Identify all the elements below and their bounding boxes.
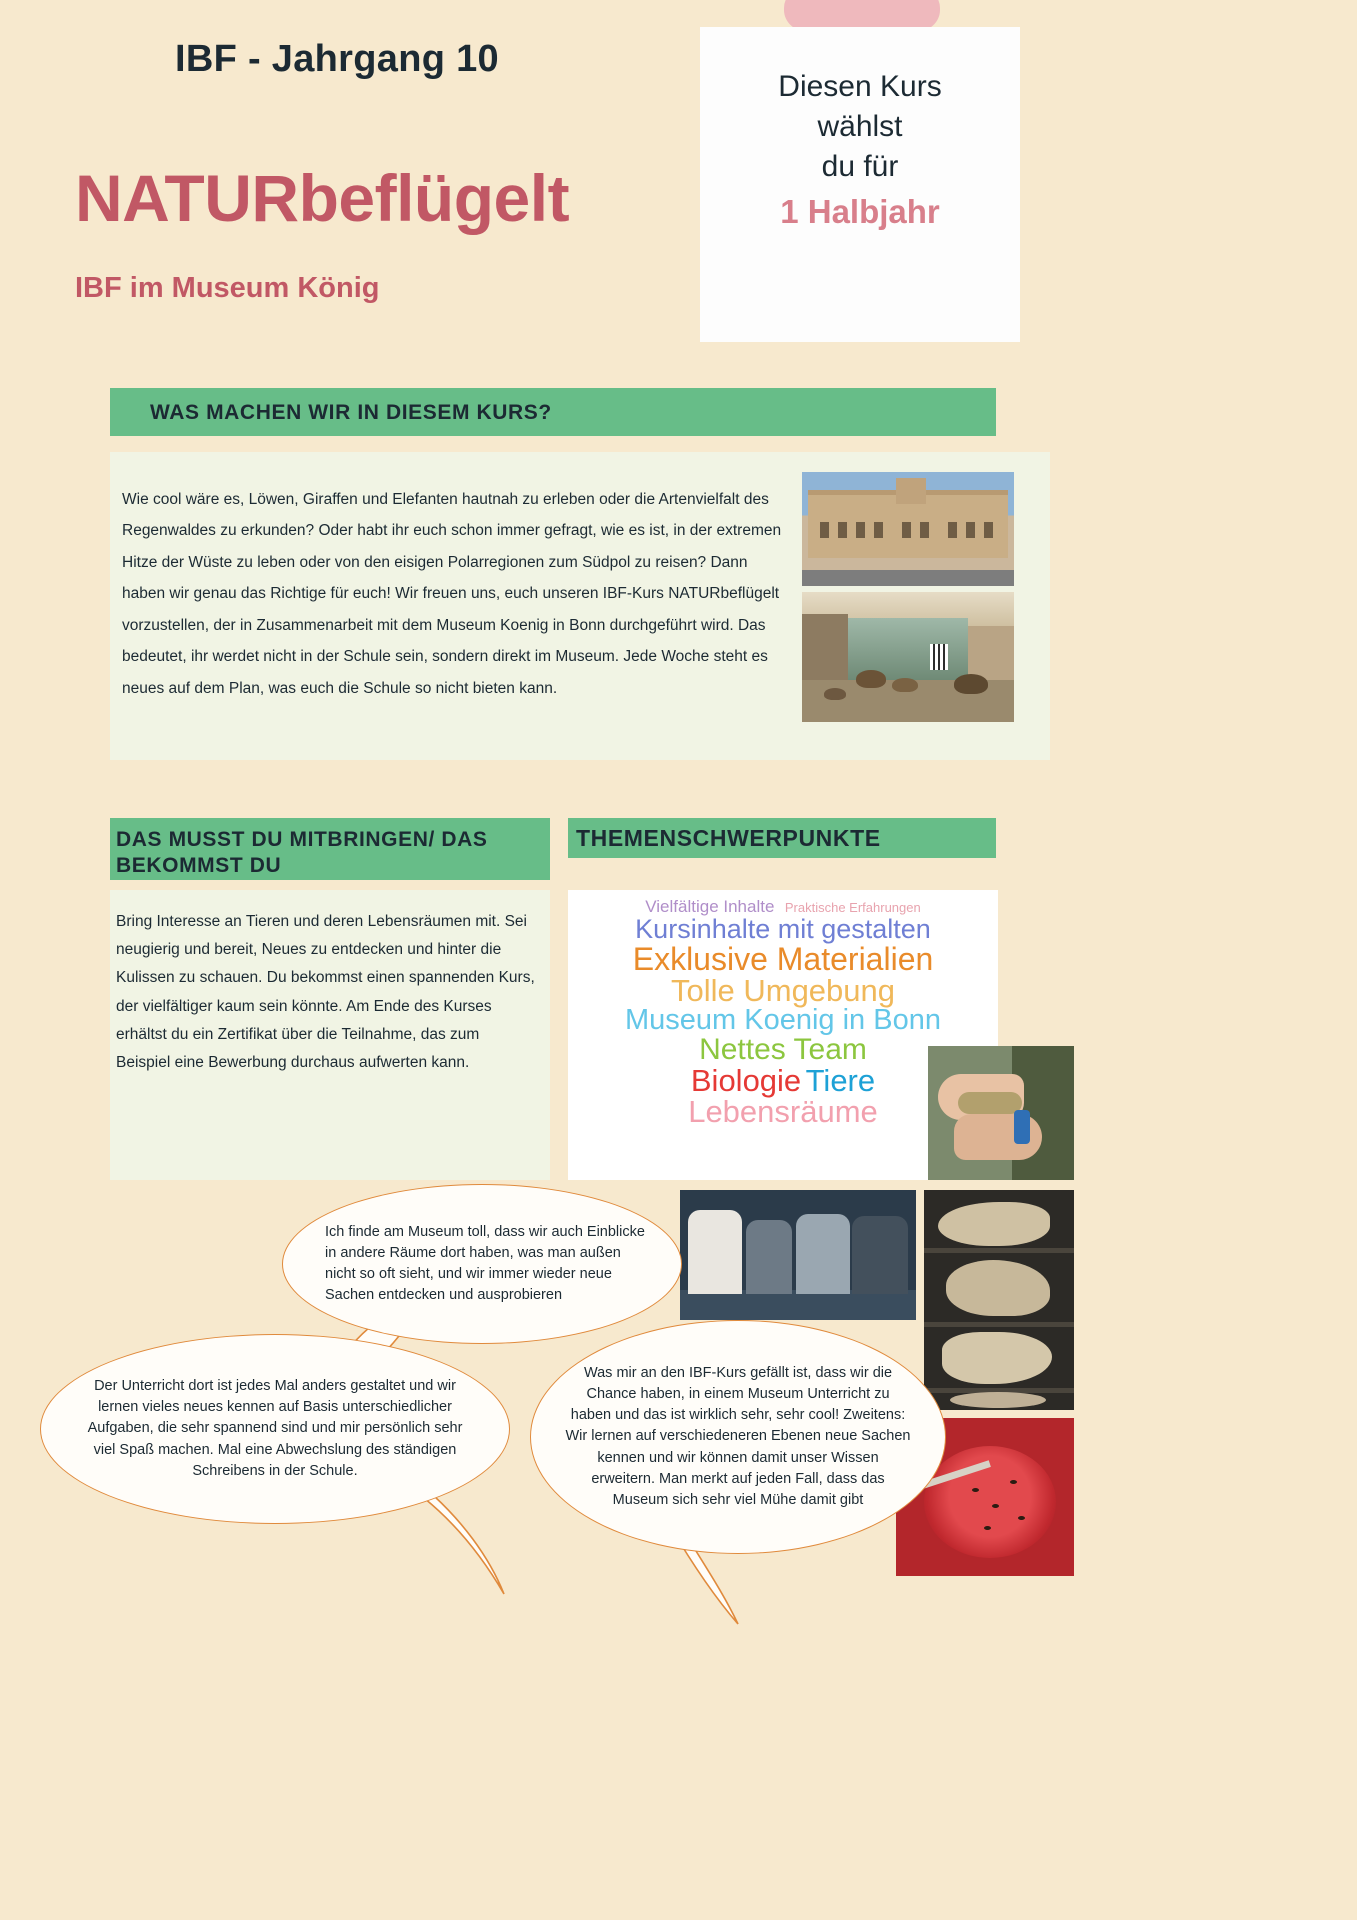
page-kicker: IBF - Jahrgang 10 (175, 38, 499, 80)
section-header-bring: DAS MUSST DU MITBRINGEN/ DAS BEKOMMST DU (110, 818, 550, 880)
duration-line-3: du für (821, 149, 899, 183)
duration-line-2: wählst (817, 109, 903, 143)
page-title: NATURbeflügelt (75, 161, 570, 235)
word-cloud-term-4: Exklusive Materialien (632, 941, 934, 977)
word-cloud-term-6: Museum Koenig in Bonn (625, 1004, 941, 1036)
section-header-what: WAS MACHEN WIR IN DIESEM KURS? (110, 388, 996, 436)
word-cloud-term-5: Tolle Umgebung (670, 973, 896, 1008)
student-quote-text-3: Was mir an den IBF-Kurs gefällt ist, dass wir die Chance haben, in einem Museum Unterricht zu haben und das ist wirklich sehr, sehr cool! Zweitens: Wir lernen auf verschiedeneren Ebenen neue Sachen kennen und wir können damit unser Wissen erweitern. Man merkt auf jeden Fall, dass das Museum sich sehr viel Mühe damit gibt (565, 1364, 911, 1508)
duration-highlight: 1 Halbjahr (780, 192, 940, 230)
word-cloud-term-10: Lebensräume (688, 1094, 878, 1129)
photo-hands-holding-lizard (928, 1046, 1074, 1180)
duration-line-1: Diesen Kurs (778, 70, 942, 103)
section-what-paragraph: Wie cool wäre es, Löwen, Giraffen und Elefanten hautnah zu erleben oder die Artenvielfalt des Regenwaldes zu erkunden? Oder habt ihr euch schon immer gefragt, wie es ist, in der extremen Hitze der Wüste zu leben oder von den eisigen Polarregionen zum Südpol zu reisen? Dann haben wir genau das Richtige für euch! Wir freuen uns, euch unseren IBF-Kurs NATURbeflügelt vorzustellen, der in Zusammenarbeit mit dem Museum Koenig in Bonn durchgeführt wird. Das bedeutet, ihr werdet nicht in der Schule sein, sondern direkt im Museum. Jede Woche steht es neues auf dem Plan, was euch die Schule so nicht bieten kann. (122, 491, 782, 697)
photo-museum-diorama-hall (802, 592, 1014, 722)
word-cloud-term-1: Vielfältige Inhalte (645, 897, 775, 916)
page-subtitle: IBF im Museum König (75, 272, 380, 304)
speech-bubble-tail-2 (420, 1490, 530, 1600)
student-quote-bubble-3 (530, 1320, 946, 1554)
word-cloud-term-9: Tiere (805, 1063, 876, 1098)
photo-bone-collection-shelves (924, 1190, 1074, 1410)
section-bring-paragraph: Bring Interesse an Tieren und deren Lebensräumen mit. Sei neugierig und bereit, Neues zu entdecken und hinter die Kulissen zu schauen. Du bekommst einen spannenden Kurs, der vielfältiger kaum sein könnte. Am Ende des Kurses erhältst du ein Zertifikat über die Teilnahme, das zum Beispiel eine Bewerbung durchaus aufwerten kann. (116, 913, 535, 1072)
student-quote-bubble-1 (282, 1184, 682, 1344)
word-cloud-term-2: Praktische Erfahrungen (784, 900, 921, 915)
student-quote-text-2: Der Unterricht dort ist jedes Mal anders gestaltet und wir lernen vieles neues kennen auf Basis unterschiedlicher Aufgaben, die sehr spannend sind und mir persönlich sehr viel Spaß machen. Mal eine Abwechslung des ständigen Schreibens in der Schule. (87, 1378, 463, 1479)
student-quote-text-1: Ich finde am Museum toll, dass wir auch Einblicke in andere Räume dort haben, was man außen nicht so oft sieht, und wir immer wieder neue Sachen entdecken und ausprobieren (325, 1223, 645, 1304)
word-cloud-term-7: Nettes Team (699, 1033, 867, 1066)
student-quote-bubble-2 (40, 1334, 510, 1524)
course-duration-card (700, 27, 1020, 342)
photo-museum-facade (802, 472, 1014, 586)
photo-students-working (680, 1190, 916, 1320)
word-cloud-term-3: Kursinhalte mit gestalten (635, 914, 931, 944)
word-cloud-term-8: Biologie (690, 1063, 802, 1098)
section-header-topics: THEMENSCHWERPUNKTE (568, 818, 996, 858)
